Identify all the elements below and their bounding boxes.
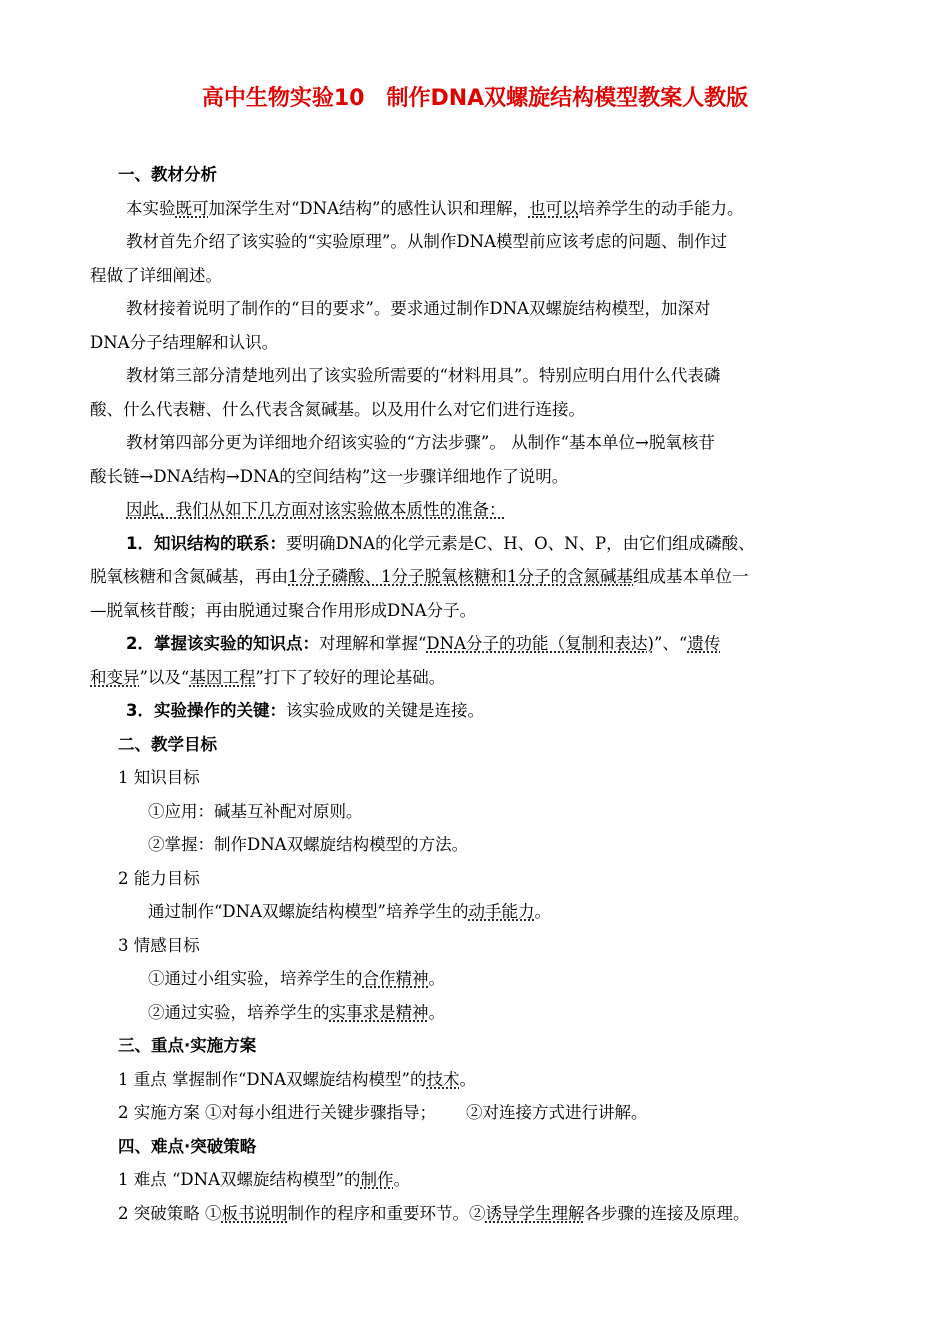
paragraph-4-line-2: 酸、什么代表糖、什么代表含氮碱基。以及用什么对它们进行连接。 (90, 399, 585, 419)
goal-3: 3 情感目标 (118, 935, 200, 955)
implementation-plan: 2 实施方案 ①对每小组进行关键步骤指导； ②对连接方式进行讲解。 (118, 1103, 648, 1122)
point-3: 3．实验操作的关键：该实验成败的关键是连接。 (126, 701, 484, 720)
section-heading-3: 三、重点·实施方案 (118, 1036, 257, 1055)
paragraph-6: 因此，我们从如下几方面对该实验做本质性的准备： (126, 500, 506, 519)
paragraph-5-line-1: 教材第四部分更为详细地介绍该实验的“方法步骤”。 从制作“基本单位→脱氧核苷 (126, 433, 715, 452)
goal-3-item-a: ①通过小组实验，培养学生的合作精神。 (148, 969, 445, 988)
paragraph-1: 本实验既可加深学生对“DNA结构”的感性认识和理解，也可以培养学生的动手能力。 (126, 198, 744, 218)
point-1-line-1: 1．知识结构的联系：要明确DNA的化学元素是C、H、O、N、P，由它们组成磷酸、 (126, 533, 755, 553)
goal-1-item-b: ②掌握：制作DNA双螺旋结构模型的方法。 (148, 835, 469, 854)
point-1-line-3: —脱氧核苷酸；再由脱通过聚合作用形成DNA分子。 (90, 600, 477, 620)
goal-3-item-b: ②通过实验，培养学生的实事求是精神。 (148, 1002, 445, 1022)
paragraph-2-line-2: 程做了详细阐述。 (90, 265, 222, 285)
goal-1: 1 知识目标 (118, 768, 200, 787)
key-point: 1 重点 掌握制作“DNA双螺旋结构模型”的技术。 (118, 1069, 476, 1089)
point-1-line-2: 脱氧核糖和含氮碱基，再由1分子磷酸、1分子脱氧核糖和1分子的含氮碱基组成基本单位一 (90, 567, 749, 586)
paragraph-3-line-2: DNA分子结理解和认识。 (90, 332, 279, 352)
goal-2-item-a: 通过制作“DNA双螺旋结构模型”培养学生的动手能力。 (148, 902, 551, 921)
section-heading-2: 二、教学目标 (118, 734, 217, 754)
point-2-line-2: 和变异”以及“基因工程”打下了较好的理论基础。 (90, 667, 446, 687)
goal-1-item-a: ①应用：碱基互补配对原则。 (148, 801, 363, 821)
paragraph-5-line-2: 酸长链→DNA结构→DNA的空间结构”这一步骤详细地作了说明。 (90, 466, 569, 486)
point-2-line-1: 2．掌握该实验的知识点：对理解和掌握“DNA分子的功能（复制和表达)”、“遗传 (126, 634, 721, 653)
document-title: 高中生物实验10 制作DNA双螺旋结构模型教案人教版 (201, 86, 749, 111)
paragraph-3-line-1: 教材接着说明了制作的“目的要求”。要求通过制作DNA双螺旋结构模型，加深对 (126, 299, 711, 318)
goal-2: 2 能力目标 (118, 868, 200, 888)
section-heading-1: 一、教材分析 (118, 165, 217, 184)
breakthrough-strategy: 2 突破策略 ①板书说明制作的程序和重要环节。②诱导学生理解各步骤的连接及原理。 (118, 1203, 750, 1223)
document-body (90, 158, 862, 1230)
paragraph-2-line-1: 教材首先介绍了该实验的“实验原理”。从制作DNA模型前应该考虑的问题、制作过 (126, 232, 727, 251)
difficulty: 1 难点 “DNA双螺旋结构模型”的制作。 (118, 1170, 410, 1189)
paragraph-4-line-1: 教材第三部分清楚地列出了该实验所需要的“材料用具”。特别应明白用什么代表磷 (126, 366, 721, 385)
section-heading-4: 四、难点·突破策略 (118, 1136, 257, 1156)
